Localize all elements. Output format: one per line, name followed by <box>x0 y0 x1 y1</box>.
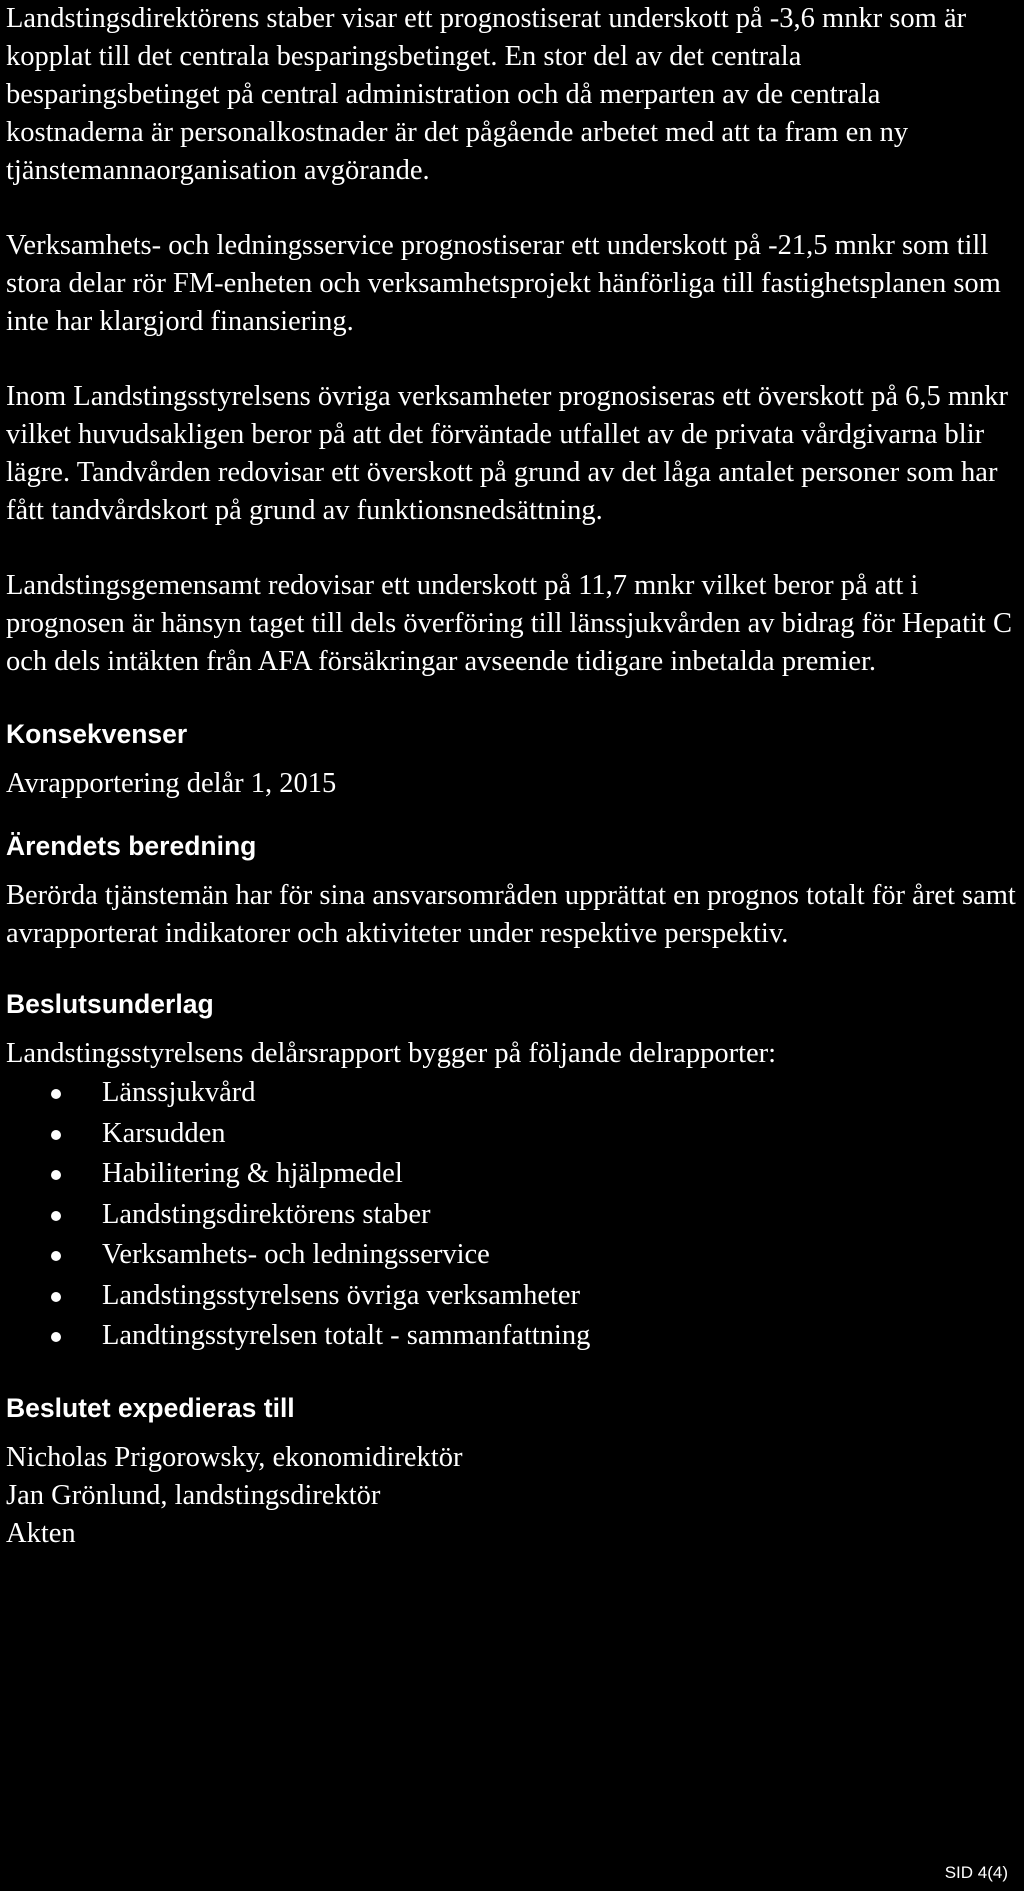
beslutsunderlag-intro: Landstingsstyrelsens delårsrapport bygger på följande delrapporter: <box>6 1038 777 1069</box>
bullet-dot-icon <box>51 1170 61 1180</box>
delrapporter-list <box>6 1073 1018 1357</box>
list-item: Verksamhets- och ledningsservice <box>6 1235 1018 1276</box>
list-item: Karsudden <box>6 1114 1018 1155</box>
paragraph-staber: Landstingsdirektörens staber visar ett prognostiserat underskott på -3,6 mnkr som är kopplat till det centrala besparingsbetinget. En stor del av det centrala besparingsbetinget på central administration och då merparten av de centrala kostnaderna är personalkostnader är det pågående arbetet med att ta fram en ny tjänstemannaorganisation avgörande. <box>6 3 967 186</box>
bullet-dot-icon <box>51 1211 61 1221</box>
list-item: Habilitering & hjälpmedel <box>6 1154 1018 1195</box>
paragraph-ovriga-verksamheter: Inom Landstingsstyrelsens övriga verksamheter prognosiseras ett överskott på 6,5 mnkr vilket huvudsakligen beror på att det förväntade utfallet av de privata vårdgivarna blir lägre. Tandvården redovisar ett överskott på grund av det låga antalet personer som har fått tandvårdskort på grund av funktionsnedsättning. <box>6 381 1009 526</box>
bullet-dot-icon <box>51 1130 61 1140</box>
paragraph-landstingsgemensamt: Landstingsgemensamt redovisar ett underskott på 11,7 mnkr vilket beror på att i prognosen är hänsyn taget till dels överföring till länssjukvården av bidrag för Hepatit C och dels intäkten från AFA försäkringar avseende tidigare inbetalda premier. <box>6 570 1012 677</box>
arendets-beredning-text: Berörda tjänstemän har för sina ansvarsområden upprättat en prognos totalt för året samt avrapporterat indikatorer och aktiviteter under respektive perspektiv. <box>6 880 1016 949</box>
konsekvenser-text: Avrapportering delår 1, 2015 <box>6 768 337 799</box>
list-item: Länssjukvård <box>6 1073 1018 1114</box>
recipient: Nicholas Prigorowsky, ekonomidirektör <box>6 1441 463 1473</box>
list-item: Landtingsstyrelsen totalt - sammanfattning <box>6 1316 1018 1357</box>
bullet-dot-icon <box>51 1292 61 1302</box>
heading-beslutsunderlag: Beslutsunderlag <box>6 989 214 1019</box>
heading-konsekvenser: Konsekvenser <box>6 719 188 749</box>
page-number: SID 4(4) <box>944 1863 1008 1882</box>
list-item: Landstingsstyrelsens övriga verksamheter <box>6 1276 1018 1317</box>
bullet-dot-icon <box>51 1089 61 1099</box>
heading-beslutet-expedieras: Beslutet expedieras till <box>6 1392 295 1423</box>
list-item: Landstingsdirektörens staber <box>6 1195 1018 1236</box>
bullet-dot-icon <box>51 1332 61 1342</box>
document-page <box>6 0 1018 1553</box>
recipient-list <box>6 1439 1018 1553</box>
recipient: Jan Grönlund, landstingsdirektör <box>6 1479 381 1511</box>
heading-arendets-beredning: Ärendets beredning <box>6 831 257 861</box>
bullet-dot-icon <box>51 1251 61 1261</box>
paragraph-verksamhetsservice: Verksamhets- och ledningsservice prognostiserar ett underskott på -21,5 mnkr som till stora delar rör FM-enheten och verksamhetsprojekt hänförliga till fastighetsplanen som inte har klargjord finansiering. <box>6 230 1001 337</box>
recipient: Akten <box>6 1517 76 1549</box>
